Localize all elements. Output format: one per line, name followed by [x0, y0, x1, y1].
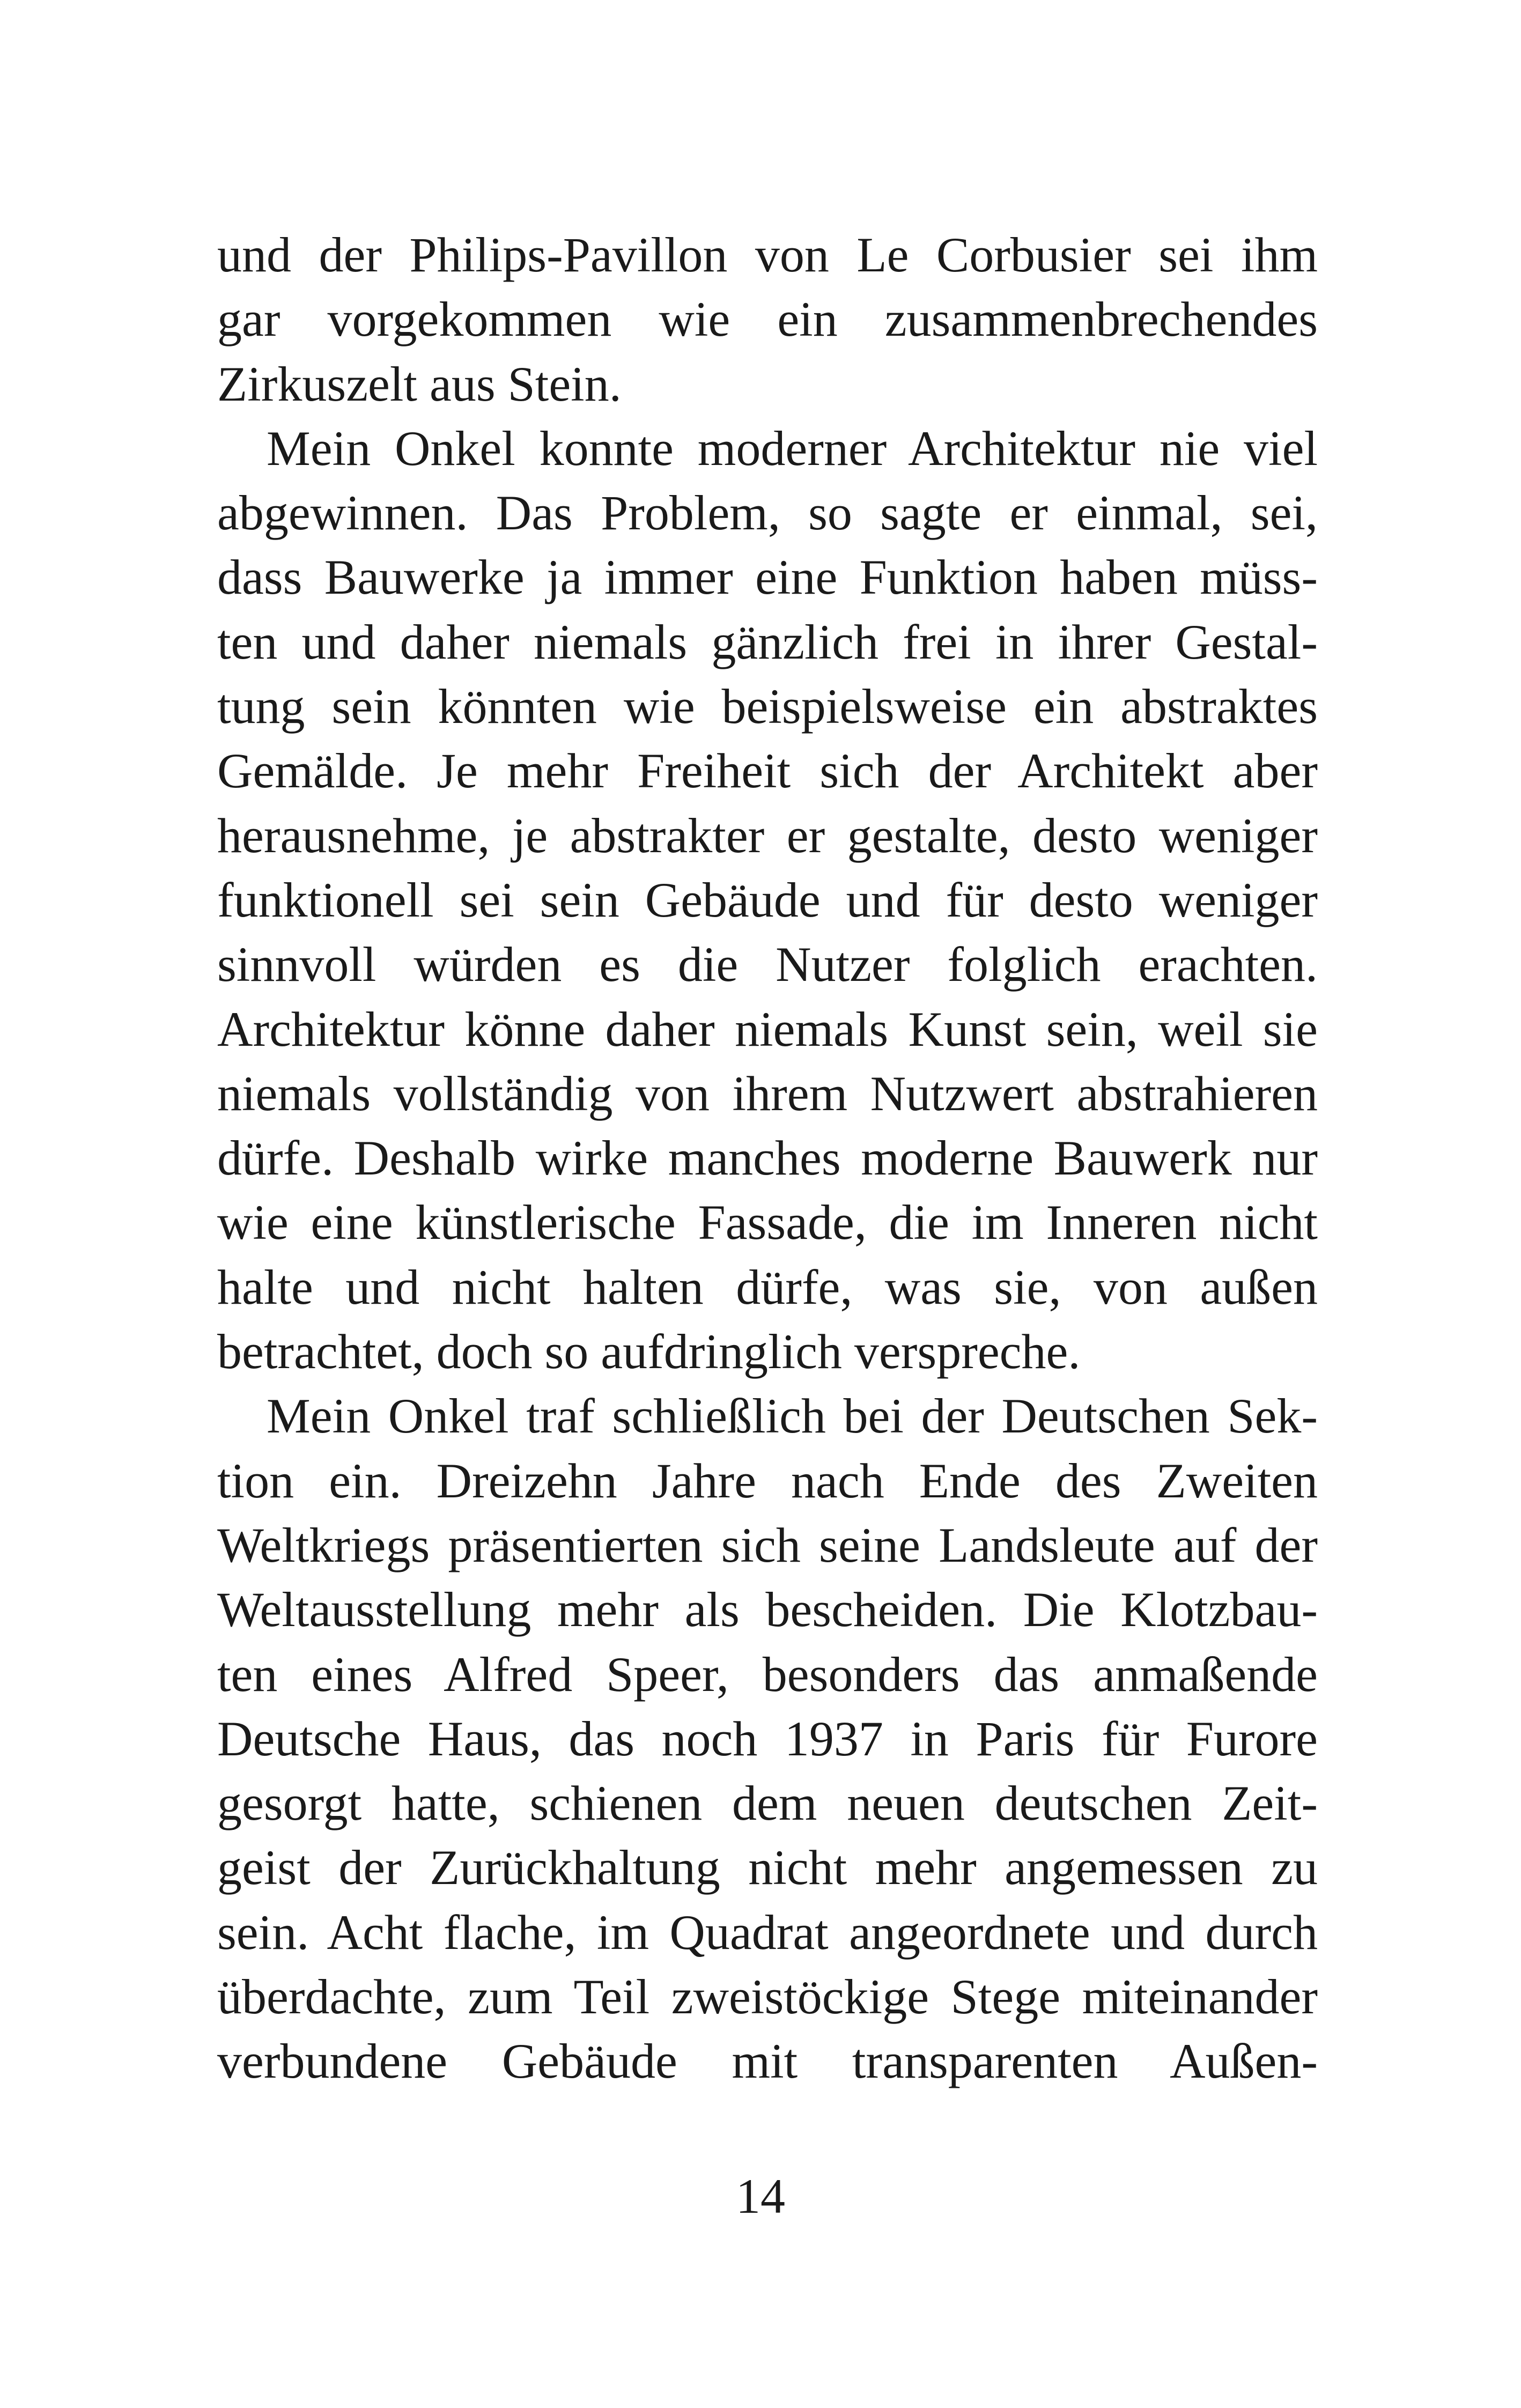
page-number: 14 [736, 2169, 785, 2224]
text-line: Deutsche Haus, das noch 1937 in Paris für Furore [217, 1711, 1318, 1766]
text-line: betrachtet, doch so aufdringlich verspreche. [217, 1324, 1081, 1379]
paragraph-first-line: Mein Onkel konnte moderner Architektur nie viel [267, 420, 1318, 476]
text-line: gar vorgekommen wie ein zusammenbrechendes [217, 292, 1318, 347]
text-line: ten eines Alfred Speer, besonders das anmaßende [217, 1646, 1318, 1702]
text-line: dass Bauwerke ja immer eine Funktion haben müss- [217, 550, 1318, 605]
text-line: niemals vollständig von ihrem Nutzwert abstrahieren [217, 1066, 1318, 1121]
text-line: sein. Acht flache, im Quadrat angeordnete und durch [217, 1904, 1318, 1960]
text-line: tung sein könnten wie beispielsweise ein abstraktes [217, 679, 1318, 734]
paragraph-first-line: Mein Onkel traf schließlich bei der Deutschen Sek- [267, 1388, 1318, 1444]
text-line: gesorgt hatte, schienen dem neuen deutschen Zeit- [217, 1776, 1318, 1831]
text-line: halte und nicht halten dürfe, was sie, von außen [217, 1259, 1318, 1314]
text-line: Architektur könne daher niemals Kunst sein, weil sie [217, 1001, 1318, 1057]
text-line: ten und daher niemals gänzlich frei in ihrer Gestal- [217, 614, 1318, 669]
text-line: abgewinnen. Das Problem, so sagte er einmal, sei, [217, 485, 1318, 541]
body-text [217, 223, 1318, 2094]
text-line: überdachte, zum Teil zweistöckige Stege miteinander [217, 1969, 1318, 2025]
text-line: geist der Zurückhaltung nicht mehr angemessen zu [217, 1840, 1318, 1895]
text-line: Weltausstellung mehr als bescheiden. Die Klotzbau- [217, 1582, 1318, 1637]
text-line: und der Philips-Pavillon von Le Corbusier sei ihm [217, 227, 1318, 282]
text-line: herausnehme, je abstrakter er gestalte, desto weniger [217, 808, 1318, 863]
text-line: sinnvoll würden es die Nutzer folglich erachten. [217, 937, 1318, 992]
text-line: dürfe. Deshalb wirke manches moderne Bauwerk nur [217, 1131, 1318, 1186]
text-line: Zirkuszelt aus Stein. [217, 356, 622, 411]
text-line: funktionell sei sein Gebäude und für desto weniger [217, 872, 1318, 927]
text-line: verbundene Gebäude mit transparenten Außen- [217, 2034, 1318, 2089]
text-line: Weltkriegs präsentierten sich seine Landsleute auf der [217, 1517, 1318, 1572]
text-line: Gemälde. Je mehr Freiheit sich der Architekt aber [217, 743, 1318, 799]
text-line: wie eine künstlerische Fassade, die im Inneren nicht [217, 1195, 1318, 1250]
text-line: tion ein. Dreizehn Jahre nach Ende des Zweiten [217, 1453, 1318, 1508]
